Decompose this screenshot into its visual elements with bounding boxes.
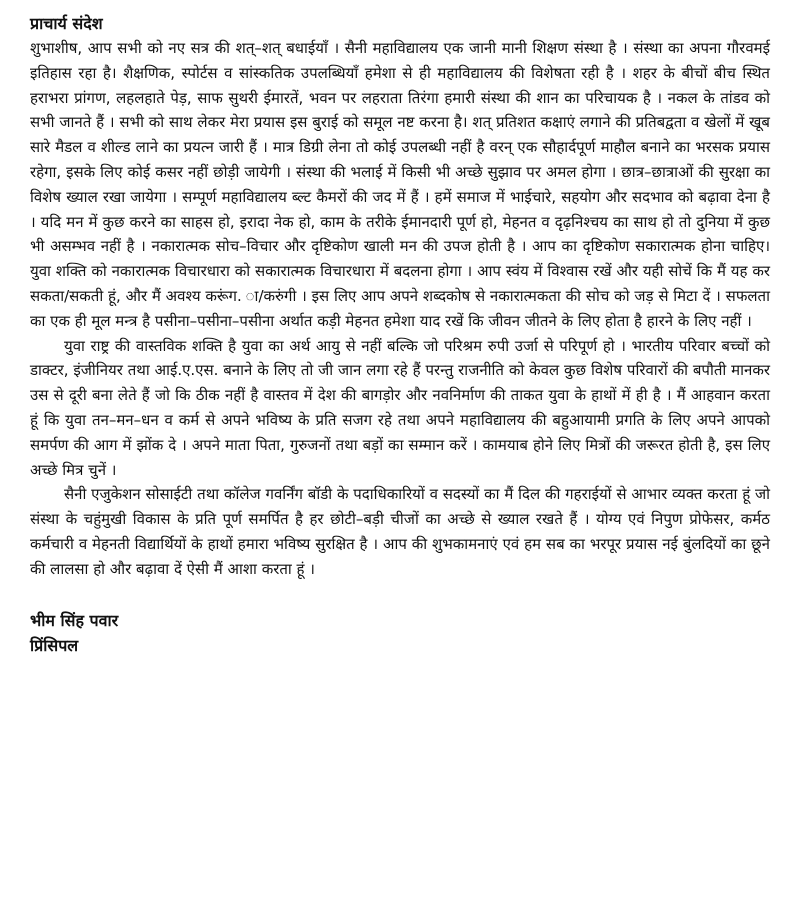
- message-paragraph-2: युवा राष्ट्र की वास्तविक शक्ति है युवा का अर्थ आयु से नहीं बल्कि जो परिश्रम रुपी उर्जा से परिपूर्ण हो । भारतीय परिवार बच्चों को डाक्टर, इंजीनियर तथा आई.ए.एस. बनाने के लिए तो जी जान लगा रहे हैं परन्तु राजनीति को केवल कुछ विशेष परिवारों की बपौती मानकर उस से दूरी बना लेते हैं जो कि ठीक नहीं है वास्तव में देश की बागड़ोर और नवनिर्माण की ताकत युवा के हाथों में ही है । मैं आहवान करता हूं कि युवा तन–मन–धन व कर्म से अपने भविष्य के प्रति सजग रहे तथा अपने महाविद्यालय की बहुआयामी प्रगति के लिए अपने आपको समर्पण की आग में झोंक दे । अपने माता पिता, गुरुजनों तथा बड़ों का सम्मान करें । कामयाब होने लिए मित्रों की जरूरत होती है, इस लिए अच्छे मित्र चुनें ।: [30, 336, 770, 479]
- page-title: प्राचार्य संदेश: [30, 14, 103, 33]
- signatory-name: भीम सिंह पवार: [30, 610, 119, 630]
- principal-message-document: [30, 12, 770, 658]
- signature-block: [30, 608, 770, 658]
- message-paragraph-1: शुभाशीष, आप सभी को नए सत्र की शत्–शत् बधाईयाँ । सैनी महाविद्यालय एक जानी मानी शिक्षण संस्था है । संस्था का अपना गौरवमई इतिहास रहा है। शैक्षणिक, स्पोर्टस व सांस्कतिक उपलब्धियाँ हमेशा से ही महाविद्यालय की विशेषता रही है । शहर के बीचों बीच स्थित हराभरा प्रांगण, लहलहाते पेड़, साफ सुथरी ईमारतें, भवन पर लहराता तिरंगा हमारी संस्था की शान का परिचायक है । नकल के तांडव को सभी जानते हैं । सभी को साथ लेकर मेरा प्रयास इस बुराई को समूल नष्ट करना है। शत् प्रतिशत कक्षाएं लगाने की प्रतिबद्वता व खेलों में खूब सारे मैडल व शील्ड लाने का प्रयत्न जारी हैं । मात्र डिग्री लेना तो कोई उपलब्धी नहीं है वरन् एक सौहार्दपूर्ण माहौल बनाने का भरसक प्रयास रहेगा, इसके लिए कोई कसर नहीं छोड़ी जायेगी । संस्था की भलाई में किसी भी अच्छे सुझाव पर अमल होगा । छात्र–छात्राओं की सुरक्षा का विशेष ख्याल रखा जायेगा । सम्पूर्ण महाविद्यालय ब्ल्ट कैमरों की जद में हैं । हमें समाज में भाईचारे, सहयोग और सदभाव को बढ़ावा देना है । यदि मन में कुछ करने का साहस हो, इरादा नेक हो, काम के तरीके ईमानदारी पूर्ण हो, मेहनत व दृढ़निश्चय का साथ हो तो दुनिया में कुछ भी असम्भव नहीं है । नकारात्मक सोच–विचार और दृष्टिकोण खाली मन की उपज होती है । आप का दृष्टिकोण सकारात्मक होना चाहिए। युवा शक्ति को नकारात्मक विचारधारा को सकारात्मक विचारधारा में बदलना होगा । आप स्वंय में विश्वास रखें और यही सोचें कि मैं यह कर सकता/सकती हूं, और मैं अवश्य करूंग. ा/करुंगी । इस लिए आप अपने शब्दकोष से नकारात्मकता की सोच को जड़ से मिटा दें । सफलता का एक ही मूल मन्त्र है पसीना–पसीना–पसीना अर्थात कड़ी मेहनत हमेशा याद रखें कि जीवन जीतने के लिए होता है हारने के लिए नहीं ।: [30, 39, 770, 330]
- message-paragraph-3: सैनी एजुकेशन सोसाईटी तथा कॉलेज गवर्निंग बॉडी के पदाधिकारियों व सदस्यों का मैं दिल की गहराईयों से आभार व्यक्त करता हूं जो संस्था के चहुंमुखी विकास के प्रति पूर्ण समर्पित है हर छोटी–बड़ी चीजों का अच्छे से ख्याल रखते हैं । योग्य एवं निपुण प्रोफेसर, कर्मठ कर्मचारी व मेहनती विद्यार्थियों के हाथों हमारा भविष्य सुरक्षित है । आप की शुभकामनाएं एवं हम सब का भरपूर प्रयास नई बुंलदियों का छूने की लालसा हो और बढ़ावा दें ऐसी मैं आशा करता हूं ।: [30, 485, 770, 578]
- signatory-designation: प्रिंसिपल: [30, 635, 79, 655]
